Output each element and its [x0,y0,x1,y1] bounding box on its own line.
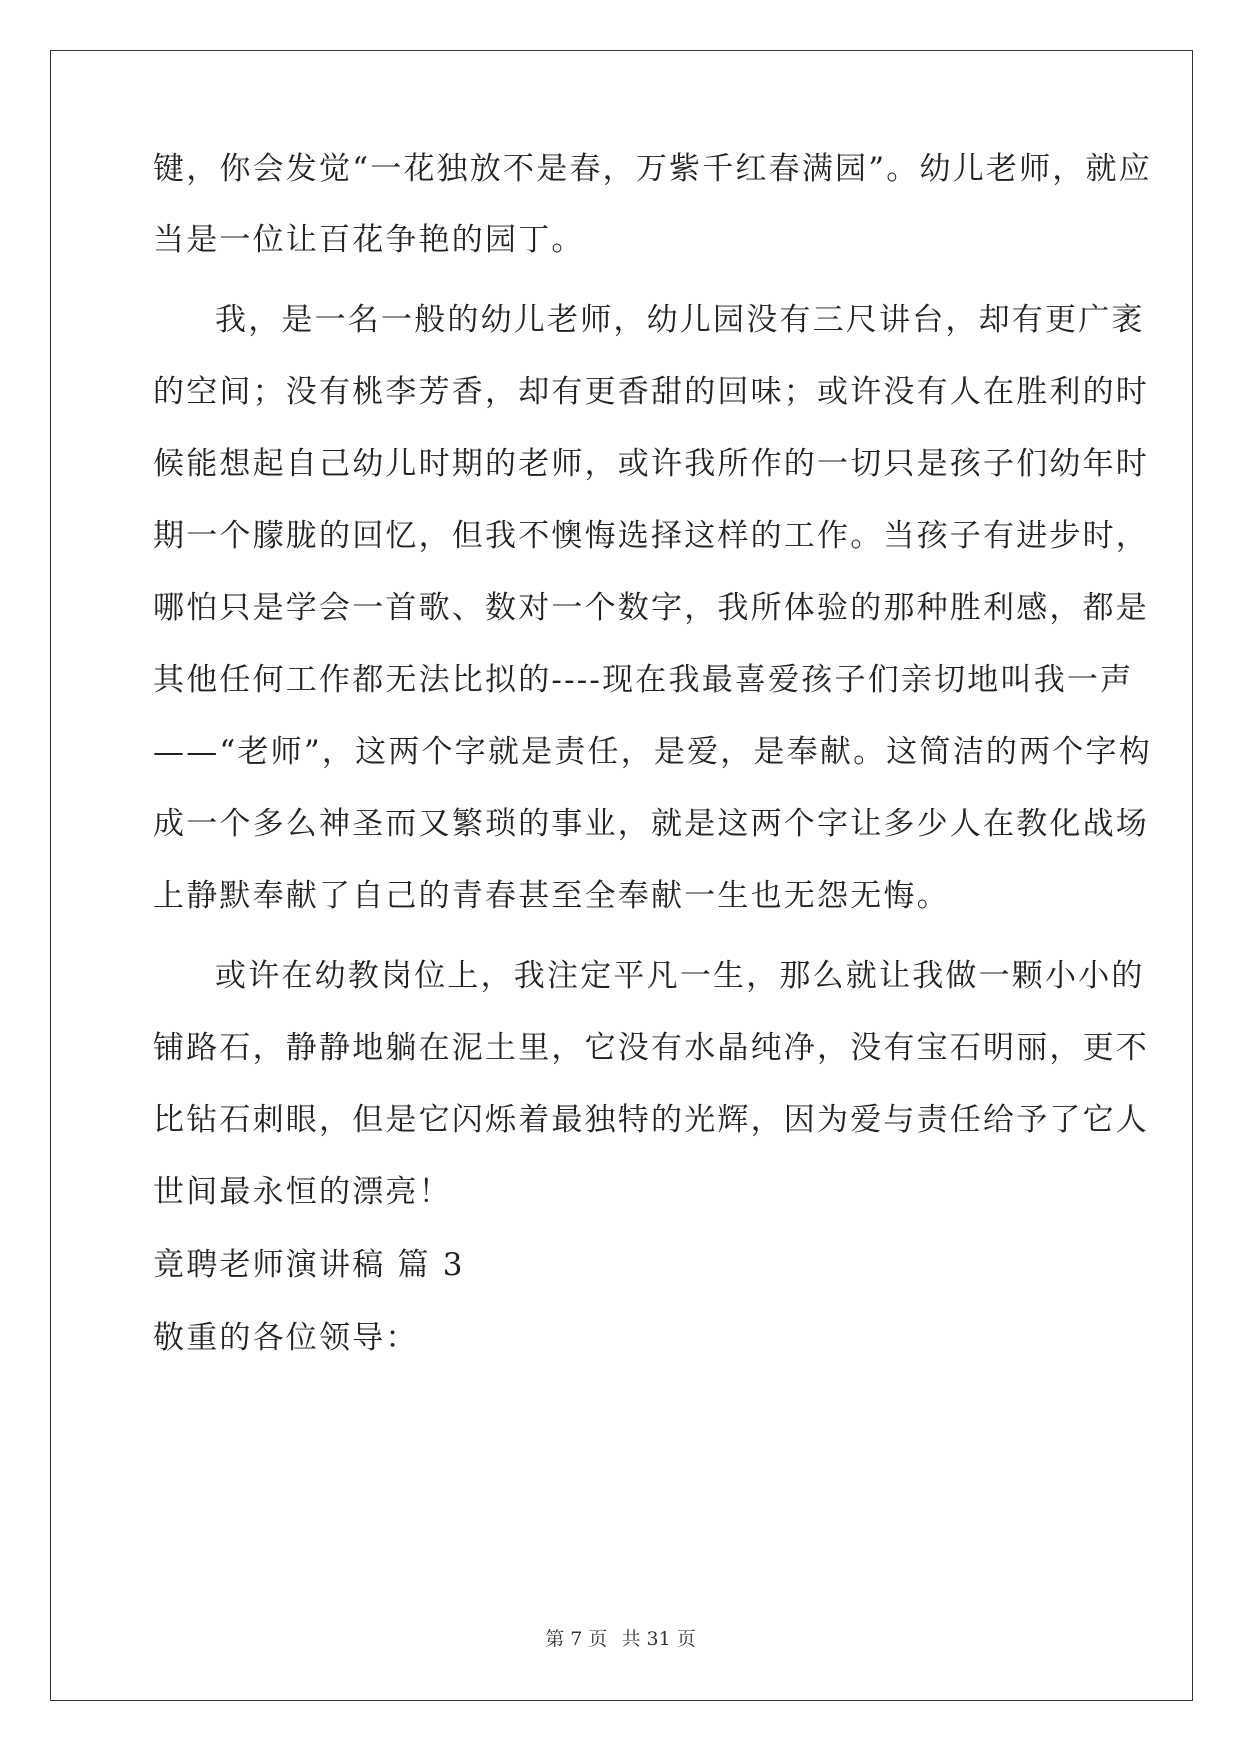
salutation: 敬重的各位领导： [153,1320,419,1356]
text-line: 铺路石，静静地躺在泥土里，它没有水晶纯净，没有宝石明丽，更不 [153,1030,1149,1066]
text-line: 成一个多么神圣而又繁琐的事业，就是这两个字让多少人在教化战场 [153,806,1149,842]
page-number: 第 7 页 [545,1628,608,1650]
paragraph-first-line: 我，是一名一般的幼儿老师，幼儿园没有三尺讲台，却有更广袤 [215,302,1145,338]
page-footer [0,1626,1241,1652]
text-line: ——“老师”，这两个字就是责任，是爱，是奉献。这简洁的两个字构 [153,734,1152,770]
text-line: 的空间；没有桃李芳香，却有更香甜的回味；或许没有人在胜利的时 [153,374,1149,410]
text-line: 当是一位让百花争艳的园丁。 [153,222,585,258]
paragraph-first-line: 或许在幼教岗位上，我注定平凡一生，那么就让我做一颗小小的 [215,958,1145,994]
text-line: 其他任何工作都无法比拟的----现在我最喜爱孩子们亲切地叫我一声 [153,662,1134,698]
section-heading: 竟聘老师演讲稿 篇 3 [153,1247,465,1283]
text-line: 比钻石刺眼，但是它闪烁着最独特的光辉，因为爱与责任给予了它人 [153,1102,1149,1138]
text-line: 候能想起自己幼儿时期的老师，或许我所作的一切只是孩子们幼年时 [153,446,1149,482]
page-total: 共 31 页 [621,1628,696,1650]
text-line: 期一个朦胧的回忆，但我不懊悔选择这样的工作。当孩子有进步时， [153,518,1149,554]
text-line: 上静默奉献了自己的青春甚至全奉献一生也无怨无悔。 [153,878,950,914]
text-line: 键，你会发觉“一花独放不是春，万紫千红春满园”。幼儿老师，就应 [153,151,1152,187]
text-line: 世间最永恒的漂亮！ [153,1174,452,1210]
text-line: 哪怕只是学会一首歌、数对一个数字，我所体验的那种胜利感，都是 [153,590,1149,626]
